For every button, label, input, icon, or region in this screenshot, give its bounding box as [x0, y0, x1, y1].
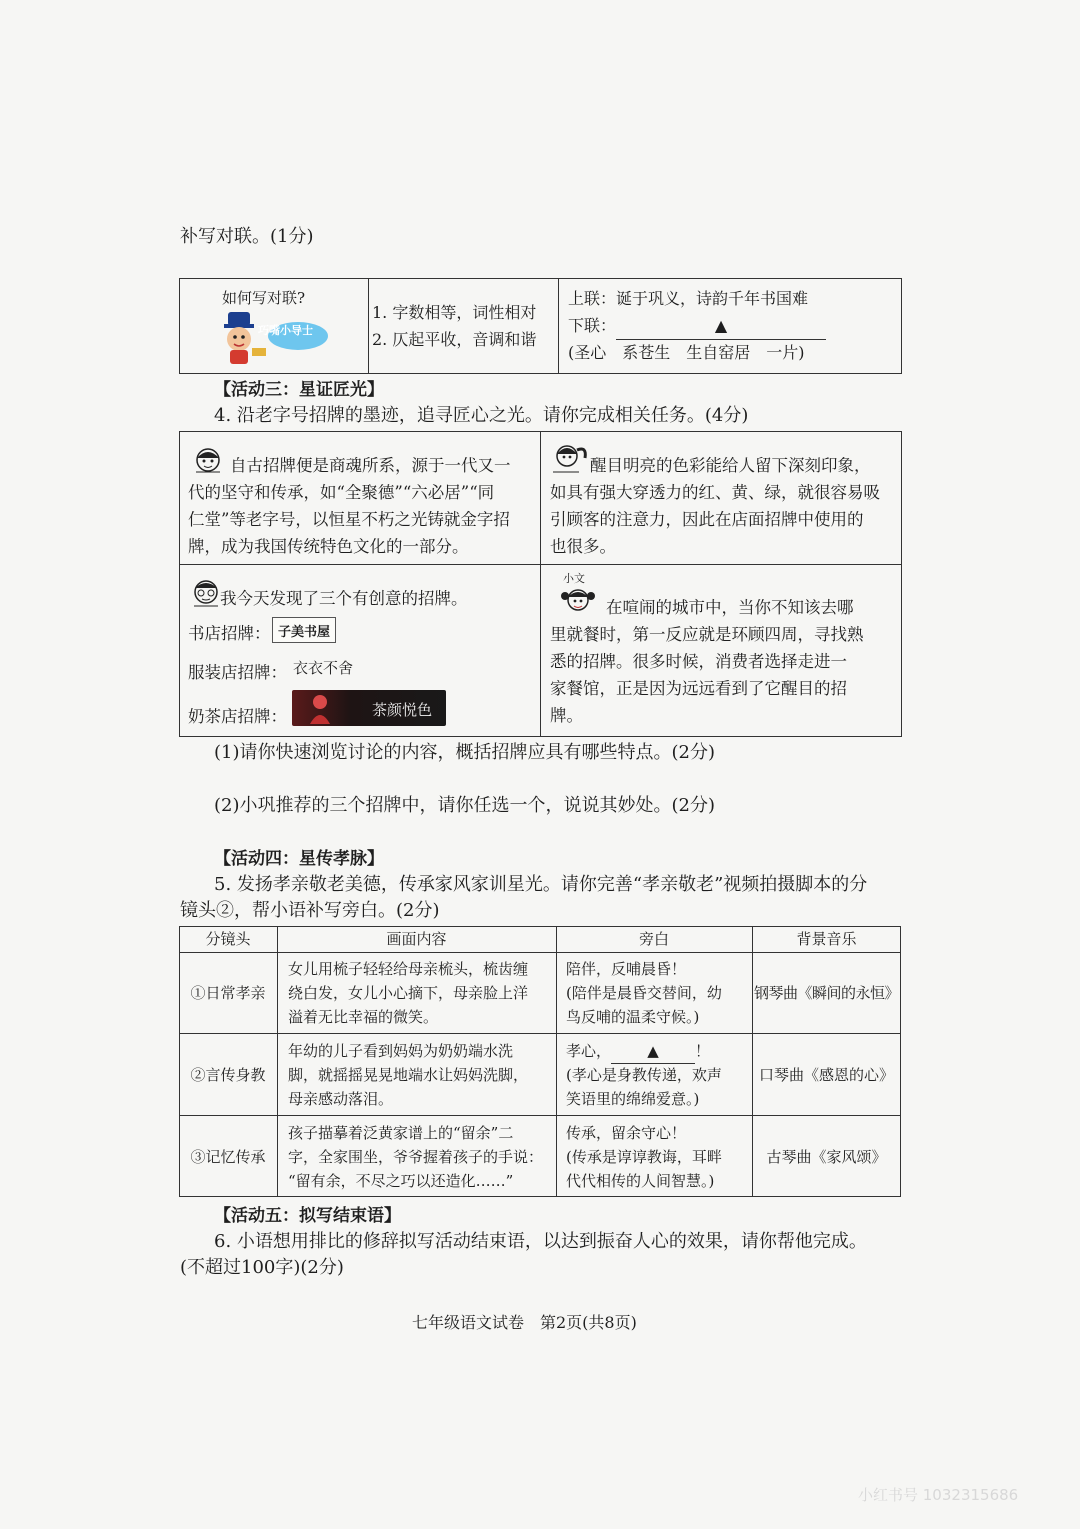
row1-content-1: 女儿用梳子轻轻给母亲梳头，梳齿缠 — [288, 960, 529, 978]
cell-br-line-3: 悉的招牌。很多时候，消费者选择走进一 — [550, 652, 847, 671]
row2-content-2: 脚，就摇摇晃晃地端水让妈妈洗脚， — [288, 1066, 529, 1084]
couplet-lower-line — [568, 312, 826, 340]
tip-mascot-icon — [220, 312, 330, 366]
activity3-title: 【活动三：星证匠光】 — [214, 380, 384, 400]
activity5-title: 【活动五：拟写结束语】 — [214, 1206, 401, 1226]
sb-hline-2 — [179, 1033, 901, 1034]
milktea-sign-label: 奶茶店招牌： — [188, 707, 287, 726]
bookstore-sign: 子美书屋 — [272, 617, 336, 643]
sb-vline-1 — [277, 926, 278, 1197]
row1-content-3: 溢着无比幸福的微笑。 — [288, 1008, 439, 1026]
milktea-sign: 茶颜悦色 — [371, 700, 432, 719]
watermark-text: 小红书号 1032315686 — [858, 1486, 1019, 1504]
cell-tr-line-3: 引顾客的注意力，因此在店面招牌中使用的 — [550, 510, 864, 529]
activity3-question: 4. 沿老字号招牌的墨迹，追寻匠心之光。请你完成相关任务。(4分) — [214, 405, 749, 426]
ponytail-girl-icon — [549, 440, 591, 480]
col-narration: 旁白 — [638, 930, 669, 948]
activity5-question-l2: (不超过100字)(2分) — [180, 1257, 344, 1278]
row3-narration-1: 传承，留余守心！ — [566, 1124, 687, 1142]
row1-content-2: 绕白发，女儿小心摘下，母亲脸上洋 — [288, 984, 529, 1002]
row3-shot: ③记忆传承 — [190, 1148, 266, 1166]
row2-narration-prefix: 孝心， — [566, 1042, 612, 1060]
row2-narration-end: ！ — [695, 1042, 711, 1060]
row3-content-2: 字，全家围坐，爷爷握着孩子的手说： — [288, 1148, 544, 1166]
couplet-answer-blank[interactable] — [616, 312, 826, 340]
row1-shot: ①日常孝亲 — [190, 984, 266, 1002]
couplet-tip-title: 如何写对联? — [222, 289, 306, 307]
row2-content-3: 母亲感动落泪。 — [288, 1090, 394, 1108]
row3-music: 古琴曲《家风颂》 — [766, 1148, 887, 1166]
col-music: 背景音乐 — [796, 930, 857, 948]
row2-narration-2: (孝心是身教传递，欢声 — [566, 1066, 722, 1084]
sub-question-2: (2)小巩推荐的三个招牌中，请你任选一个，说说其妙处。(2分) — [214, 795, 715, 816]
girl-face-icon — [188, 446, 228, 480]
couplet-divider-2 — [558, 278, 559, 374]
row3-content-3: “留有余，不尽之巧以还造化……” — [288, 1172, 514, 1190]
cell-tl-line-4: 牌，成为我国传统特色文化的一部分。 — [188, 537, 469, 556]
tip-badge-label: 巧嘴小导士 — [258, 324, 313, 337]
cell-tl-line-2: 代的坚守和传承，如“全聚德”“六必居”“同 — [188, 483, 495, 502]
sb-hline-3 — [179, 1115, 901, 1116]
cell-tr-line-2: 如具有强大穿透力的红、黄、绿，就很容易吸 — [550, 483, 880, 502]
col-shot: 分镜头 — [205, 930, 251, 948]
cell-tl-line-3: 仁堂”等老字号，以恒星不朽之光铸就金字招 — [188, 510, 510, 529]
row2-narration-1 — [566, 1039, 710, 1064]
row2-narration-3: 笑语里的绵绵爱意。) — [566, 1090, 700, 1108]
cell-bl-intro: 我今天发现了三个有创意的招牌。 — [220, 589, 468, 608]
row1-narration-1: 陪伴，反哺晨昏！ — [566, 960, 687, 978]
cell-tl-line-1: 自古招牌便是商魂所系，源于一代又一 — [230, 456, 511, 475]
activity5-question-l1: 6. 小语想用排比的修辞拟写活动结束语，以达到振奋人心的效果，请你帮他完成。 — [214, 1231, 867, 1252]
sub-question-1: (1)请你快速浏览讨论的内容，概括招牌应具有哪些特点。(2分) — [214, 742, 715, 763]
cell-br-line-2: 里就餐时，第一反应就是环顾四周，寻找熟 — [550, 625, 864, 644]
blank-triangle-icon: ▲ — [647, 1042, 659, 1060]
couplet-hint: (圣心 系苍生 生自窑居 一片) — [568, 343, 805, 362]
activity4-title: 【活动四：星传孝脉】 — [214, 849, 384, 869]
xiaowen-name-label: 小文 — [563, 572, 585, 585]
cell-br-line-5: 牌。 — [550, 706, 583, 725]
row2-music: 口琴曲《感恩的心》 — [758, 1066, 894, 1084]
page-footer: 七年级语文试卷 第2页(共8页) — [412, 1313, 637, 1332]
row2-shot: ②言传身教 — [190, 1066, 266, 1084]
lady-silhouette-icon — [300, 690, 340, 726]
row3-narration-3: 代代相传的人间智慧。) — [566, 1172, 715, 1190]
row2-content-1: 年幼的儿子看到妈妈为奶奶端水洗 — [288, 1042, 514, 1060]
row3-narration-2: (传承是谆谆教诲，耳畔 — [566, 1148, 722, 1166]
activity4-question-l1: 5. 发扬孝亲敬老美德，传承家风家训星光。请你完善“孝亲敬老”视频拍摄脚本的分 — [214, 874, 868, 895]
col-content: 画面内容 — [386, 930, 447, 948]
clothing-sign-label: 服装店招牌： — [188, 663, 287, 682]
blank-triangle-icon: ▲ — [714, 316, 728, 335]
cell-tr-line-4: 也很多。 — [550, 537, 616, 556]
couplet-instruction: 补写对联。(1分) — [180, 226, 314, 247]
couplet-rule-2: 2. 仄起平收，音调和谐 — [372, 330, 537, 349]
cell-br-line-1: 在喧闹的城市中，当你不知该去哪 — [606, 598, 854, 617]
couplet-rule-1: 1. 字数相等，词性相对 — [372, 303, 537, 322]
row1-narration-2: (陪伴是晨昏交替间，幼 — [566, 984, 722, 1002]
row1-music: 钢琴曲《瞬间的永恒》 — [753, 984, 899, 1002]
clothing-sign: 衣衣不舍 — [292, 658, 353, 677]
narration-answer-blank[interactable] — [611, 1039, 695, 1064]
couplet-divider-1 — [368, 278, 369, 374]
bookstore-sign-label: 书店招牌： — [188, 624, 271, 643]
discussion-hdivider — [179, 564, 902, 565]
cell-tr-line-1: 醒目明亮的色彩能给人留下深刻印象， — [590, 456, 871, 475]
row3-content-1: 孩子描摹着泛黄家谱上的“留余”二 — [288, 1124, 514, 1142]
couplet-upper-line: 上联：诞于巩义，诗韵千年书国难 — [568, 289, 809, 308]
sb-vline-2 — [556, 926, 557, 1197]
girl-pigtails-icon — [556, 584, 600, 622]
couplet-lower-label: 下联： — [568, 316, 617, 335]
cell-br-line-4: 家餐馆，正是因为远远看到了它醒目的招 — [550, 679, 847, 698]
discussion-vdivider — [540, 431, 541, 737]
sb-hline-1 — [179, 952, 901, 953]
row1-narration-3: 鸟反哺的温柔守候。) — [566, 1008, 700, 1026]
activity4-question-l2: 镜头②，帮小语补写旁白。(2分) — [180, 900, 440, 921]
